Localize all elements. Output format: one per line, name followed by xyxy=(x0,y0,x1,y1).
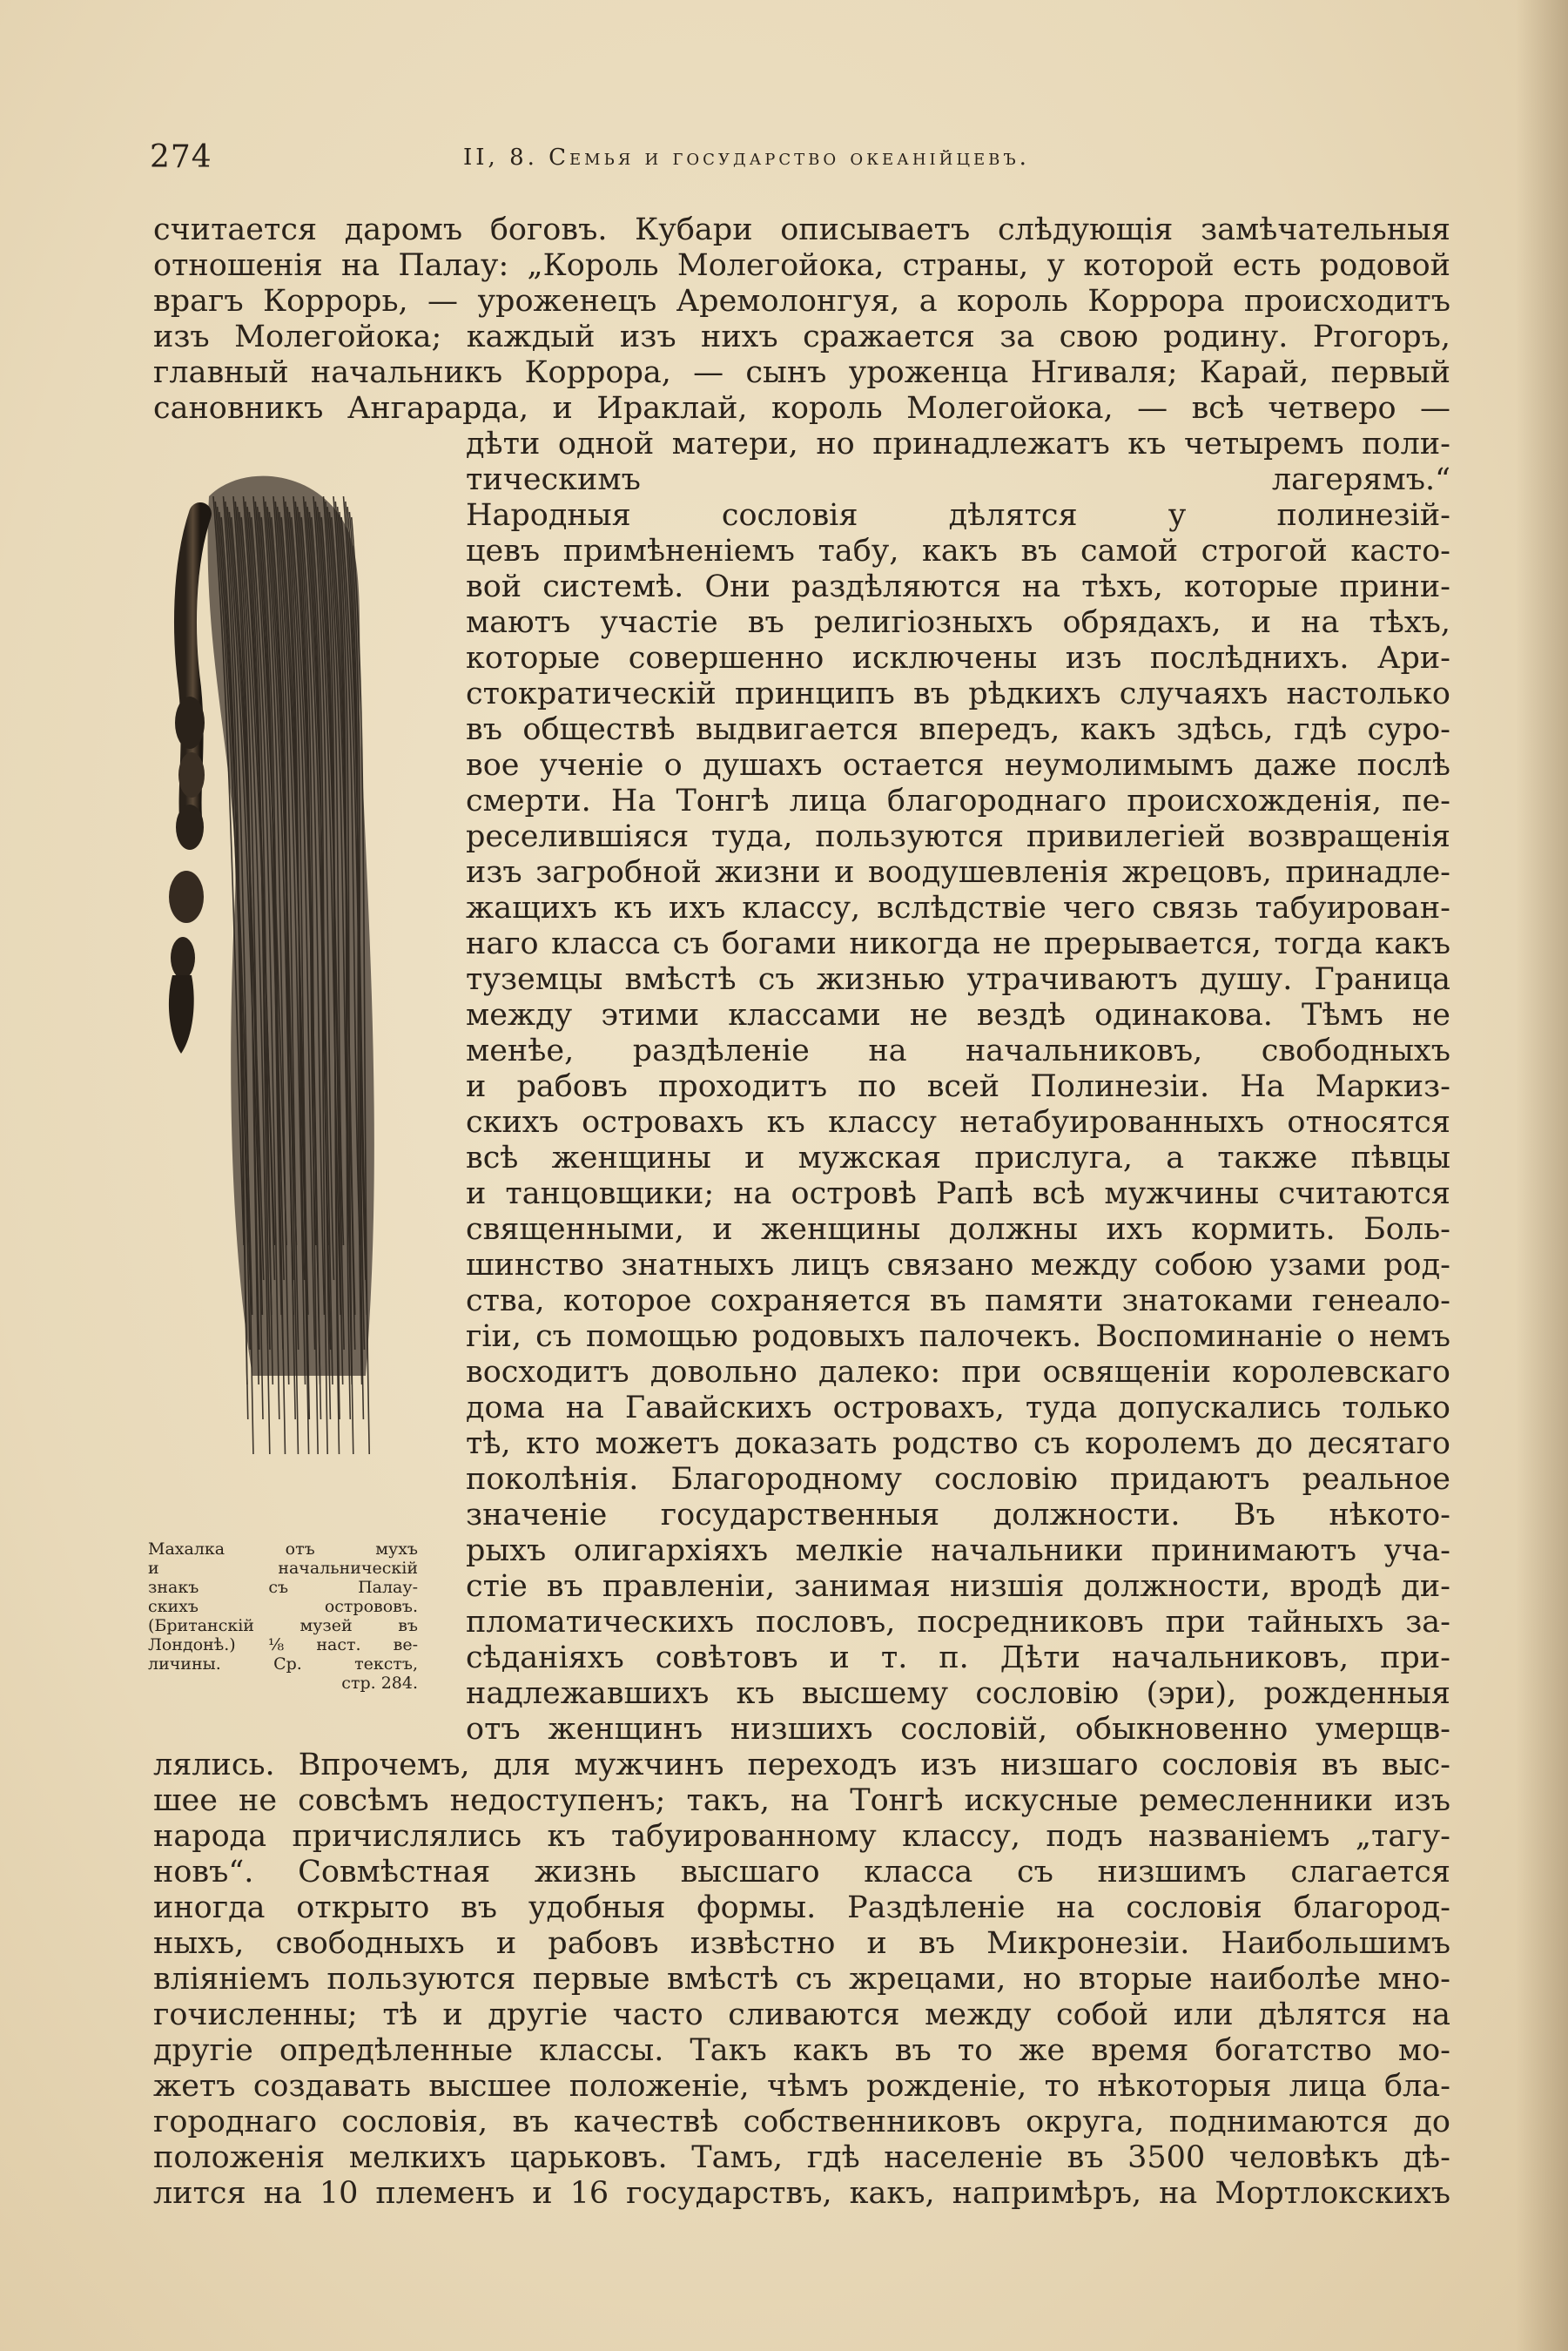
text-line: вліяніемъ пользуются первые вмѣстѣ съ жрецами, но вторые наиболѣе мно- xyxy=(153,1962,1450,1997)
text-line: туземцы вмѣстѣ съ жизнью утрачиваютъ душу. Граница xyxy=(466,962,1450,997)
fly-whisk-illustration xyxy=(148,461,427,1550)
caption-line: Махалка отъ мухъ xyxy=(148,1539,418,1559)
caption-line: и начальническій xyxy=(148,1559,418,1578)
text-line: лится на 10 племенъ и 16 государствъ, какъ, напримѣръ, на Мортлокскихъ xyxy=(153,2176,1450,2211)
text-line: гочисленны; тѣ и другіе часто сливаются между собой или дѣлятся на xyxy=(153,1997,1450,2032)
text-line: пломатическихъ пословъ, посредниковъ при тайныхъ за- xyxy=(466,1605,1450,1640)
text-line: надлежавшихъ къ высшему сословію (эри), рожденныя xyxy=(466,1676,1450,1711)
text-line: жетъ создавать высшее положеніе, чѣмъ рожденіе, то нѣкоторыя лица бла- xyxy=(153,2069,1450,2104)
text-line: положенія мелкихъ царьковъ. Тамъ, гдѣ населеніе въ 3500 человѣкъ дѣ- xyxy=(153,2140,1450,2175)
text-line: тическимъ лагерямъ.“ xyxy=(466,462,1450,497)
text-line: наго класса съ богами никогда не прерывается, тогда какъ xyxy=(466,926,1450,961)
text-line: лялись. Впрочемъ, для мужчинъ переходъ изъ низшаго сословія въ выс- xyxy=(153,1748,1450,1782)
text-line: считается даромъ боговъ. Кубари описываетъ слѣдующія замѣчательныя xyxy=(153,212,1450,247)
text-line: значеніе государственныя должности. Въ нѣкото- xyxy=(466,1498,1450,1533)
text-line: поколѣнія. Благородному сословію придаютъ реальное xyxy=(466,1462,1450,1497)
page-spine-shadow xyxy=(1516,0,1568,2351)
text-line: дѣти одной матери, но принадлежатъ къ четыремъ поли- xyxy=(466,427,1450,461)
text-line: другіе опредѣленные классы. Такъ какъ въ то же время богатство мо- xyxy=(153,2033,1450,2068)
text-line: дома на Гавайскихъ островахъ, туда допускались только xyxy=(466,1391,1450,1425)
handle-shape xyxy=(169,514,205,1054)
text-line: всѣ женщины и мужская прислуга, а также пѣвцы xyxy=(466,1141,1450,1176)
text-line: сѣданіяхъ совѣтовъ и т. п. Дѣти начальниковъ, при- xyxy=(466,1640,1450,1675)
text-line: въ обществѣ выдвигается впередъ, какъ здѣсь, гдѣ суро- xyxy=(466,712,1450,747)
text-line: рыхъ олигархіяхъ мелкіе начальники принимаютъ уча- xyxy=(466,1533,1450,1568)
text-line: иногда открыто въ удобныя формы. Раздѣленіе на сословія благород- xyxy=(153,1890,1450,1925)
text-line: реселившіяся туда, пользуются привилегіей возвращенія xyxy=(466,819,1450,854)
running-title: II, 8. Семья и государство океанійцевъ. xyxy=(463,145,1030,171)
text-line: и танцовщики; на островѣ Рапѣ всѣ мужчины считаются xyxy=(466,1176,1450,1211)
text-line: восходитъ довольно далеко: при освященіи королевскаго xyxy=(466,1355,1450,1390)
text-line: врагъ Коррорь, — уроженецъ Аремолонгуя, а король Коррора происходитъ xyxy=(153,284,1450,319)
caption-line: личины. Ср. текстъ, xyxy=(148,1654,418,1674)
text-line: сановникъ Ангарарда, и Ираклай, король Молегойока, — всѣ четверо — xyxy=(153,391,1450,426)
text-line: смерти. На Тонгѣ лица благороднаго происхожденія, пе- xyxy=(466,784,1450,818)
text-line: стократическій принципъ въ рѣдкихъ случаяхъ настолько xyxy=(466,677,1450,711)
text-line: между этими классами не вездѣ одинакова. Тѣмъ не xyxy=(466,998,1450,1033)
text-line: главный начальникъ Коррора, — сынъ уроженца Нгиваля; Карай, первый xyxy=(153,355,1450,390)
text-line: тѣ, кто можетъ доказать родство съ королемъ до десятаго xyxy=(466,1426,1450,1461)
text-line: Народныя сословія дѣлятся у полинезій- xyxy=(466,498,1450,533)
text-line: стіе въ правленіи, занимая низшія должности, вродѣ ди- xyxy=(466,1569,1450,1604)
text-line: шинство знатныхъ лицъ связано между собою узами род- xyxy=(466,1248,1450,1283)
text-line: изъ Молегойока; каждый изъ нихъ сражается за свою родину. Ргогоръ, xyxy=(153,320,1450,354)
caption-line: знакъ съ Палау- xyxy=(148,1578,418,1597)
text-line: жащихъ къ ихъ классу, вслѣдствіе чего связь табуирован- xyxy=(466,891,1450,926)
text-line: отъ женщинъ низшихъ сословій, обыкновенно умерщв- xyxy=(466,1712,1450,1747)
text-line: цевъ примѣненіемъ табу, какъ въ самой строгой касто- xyxy=(466,534,1450,569)
text-line: ныхъ, свободныхъ и рабовъ извѣстно и въ Микронезіи. Наибольшимъ xyxy=(153,1926,1450,1961)
text-line: изъ загробной жизни и воодушевленія жрецовъ, принадле- xyxy=(466,855,1450,890)
text-line: городнаго сословія, въ качествѣ собственниковъ округа, поднимаются до xyxy=(153,2105,1450,2139)
text-line: новъ“. Совмѣстная жизнь высшаго класса съ низшимъ слагается xyxy=(153,1855,1450,1890)
text-line: вой системѣ. Они раздѣляются на тѣхъ, которые прини- xyxy=(466,569,1450,604)
text-line: маютъ участіе въ религіозныхъ обрядахъ, и на тѣхъ, xyxy=(466,605,1450,640)
caption-line: скихъ острововъ. xyxy=(148,1597,418,1616)
caption-line: (Британскій музей въ xyxy=(148,1616,418,1635)
text-line: вое ученіе о душахъ остается неумолимымъ даже послѣ xyxy=(466,748,1450,783)
caption-line: стр. 284. xyxy=(341,1674,418,1693)
caption-line: Лондонѣ.) ⅛ наст. ве- xyxy=(148,1635,418,1654)
text-line: отношенія на Палау: „Король Молегойока, страны, у которой есть родовой xyxy=(153,248,1450,283)
text-line: менѣе, раздѣленіе на начальниковъ, свободныхъ xyxy=(466,1034,1450,1068)
page-header xyxy=(150,139,1456,183)
text-line: священными, и женщины должны ихъ кормить. Боль- xyxy=(466,1212,1450,1247)
figure-caption xyxy=(148,1539,418,1693)
text-line: ства, которое сохраняется въ памяти знатоками генеало- xyxy=(466,1283,1450,1318)
text-line: народа причислялись къ табуированному классу, подъ названіемъ „тагу- xyxy=(153,1819,1450,1854)
text-line: которые совершенно исключены изъ послѣднихъ. Ари- xyxy=(466,641,1450,676)
page-number: 274 xyxy=(150,139,212,175)
text-line: шее не совсѣмъ недоступенъ; такъ, на Тонгѣ искусные ремесленники изъ xyxy=(153,1783,1450,1818)
text-line: гіи, съ помощью родовыхъ палочекъ. Воспоминаніе о немъ xyxy=(466,1319,1450,1354)
text-line: и рабовъ проходитъ по всей Полинезіи. На Маркиз- xyxy=(466,1069,1450,1104)
text-line: скихъ островахъ къ классу нетабуированныхъ относятся xyxy=(466,1105,1450,1140)
